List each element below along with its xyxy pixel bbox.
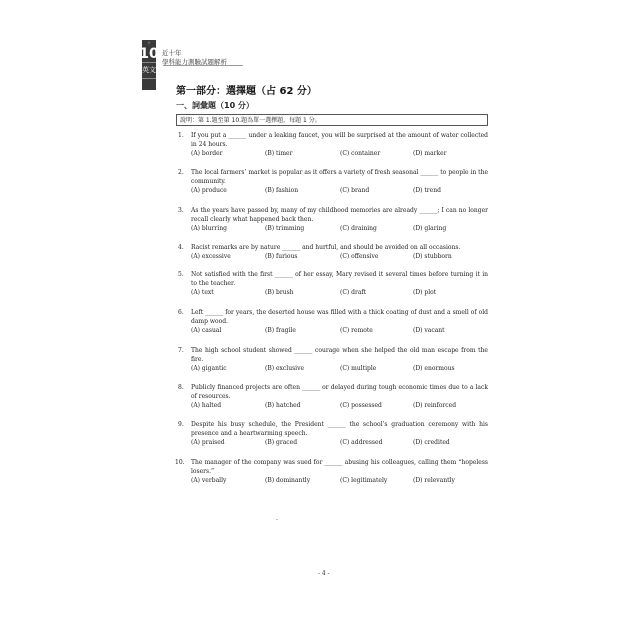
question-number: 9. (178, 421, 184, 428)
option-d: (D) enormous (413, 365, 455, 372)
question-options (191, 186, 488, 195)
question-2 (178, 168, 488, 195)
question-4 (178, 243, 488, 261)
question-number: 4. (178, 244, 184, 251)
instruction-box: 說明：第 1.題至第 10.題為單一選擇題，每題 1 分。 (176, 114, 488, 126)
option-b: (B) exclusive (265, 365, 305, 372)
option-d: (D) reinforced (413, 402, 457, 409)
option-b: (B) furious (265, 253, 298, 260)
option-d: (D) vacant (413, 327, 445, 334)
tab-number: 10 (139, 46, 159, 62)
page-number: - 4 - (318, 570, 330, 577)
option-a: (A) praised (191, 439, 225, 446)
book-tab (139, 40, 159, 90)
option-a: (A) border (191, 150, 223, 157)
option-d: (D) stubborn (413, 253, 452, 260)
tab-divider (142, 62, 156, 63)
option-c: (C) brand (340, 187, 370, 194)
book-title-line1: 近十年 (162, 49, 182, 57)
question-options (191, 438, 488, 447)
option-d: (D) plot (413, 289, 437, 296)
question-number: 7. (178, 347, 184, 354)
option-b: (B) brush (265, 289, 294, 296)
option-a: (A) produce (191, 187, 227, 194)
option-c: (C) multiple (340, 365, 377, 372)
section-title: 一、詞彙題（10 分） (176, 101, 254, 110)
question-5 (178, 270, 488, 297)
question-10 (175, 458, 488, 485)
question-options (191, 288, 488, 297)
question-number: 6. (178, 309, 184, 316)
option-c: (C) legitimately (340, 477, 388, 484)
question-number: 1. (178, 132, 184, 139)
question-8 (178, 383, 488, 410)
option-b: (B) fragile (265, 327, 296, 334)
question-9 (178, 420, 488, 447)
tab-subject: 英文 (142, 66, 156, 74)
question-text: The manager of the company was sued for ______ abusing his colleagues, calling them “hopeless losers.” (191, 459, 488, 475)
option-a: (A) excessive (191, 253, 231, 260)
option-b: (B) fashion (265, 187, 299, 194)
question-text: The high school student showed ______ courage when she helped the old man escape from the fire. (191, 347, 488, 363)
question-3 (178, 206, 488, 233)
question-text: Left ______ for years, the deserted house was filled with a thick coating of dust and a smell of old damp wood. (191, 309, 488, 325)
option-d: (D) glaring (413, 225, 447, 232)
option-a: (A) gigantic (191, 365, 227, 372)
option-d: (D) trend (413, 187, 441, 194)
option-c: (C) remote (340, 327, 373, 334)
question-text: Despite his busy schedule, the President ______ the school’s graduation ceremony with his presence and a heartwarming speech. (191, 421, 488, 437)
question-6 (178, 308, 488, 335)
option-c: (C) draft (340, 289, 367, 296)
question-options (191, 476, 488, 485)
question-text: Not satisfied with the first ______ of her essay, Mary revised it several times before turning it in to the teacher. (191, 271, 488, 287)
question-text: As the years have passed by, many of my childhood memories are already ______; I can no longer recall clearly what happened back then. (191, 207, 488, 223)
option-b: (B) graced (265, 439, 298, 446)
tab-divider-lower (142, 78, 156, 79)
header-rule (163, 65, 243, 66)
question-options (191, 224, 488, 233)
question-options (191, 252, 488, 261)
option-a: (A) text (191, 289, 214, 296)
question-number: 8. (178, 384, 184, 391)
option-c: (C) draining (340, 225, 377, 232)
question-number: 10. (175, 459, 185, 466)
tab-small-label: 十 (147, 41, 151, 45)
book-title-line2: 學科能力測驗試題解析 (162, 58, 227, 66)
part-title: 第一部分：選擇題（占 62 分） (176, 86, 317, 97)
question-options (191, 364, 488, 373)
question-options (191, 326, 488, 335)
question-options (191, 149, 488, 158)
question-text: Racist remarks are by nature ______ and hurtful, and should be avoided on all occasions. (191, 244, 461, 251)
question-number: 2. (178, 169, 184, 176)
question-options (191, 401, 488, 410)
option-b: (B) hatched (265, 402, 301, 409)
question-7 (178, 346, 488, 373)
option-c: (C) offensive (340, 253, 379, 260)
option-a: (A) blurring (191, 225, 227, 232)
option-d: (D) relevantly (413, 477, 455, 484)
option-b: (B) timer (265, 150, 293, 157)
option-d: (D) marker (413, 150, 447, 157)
footer-mark: - (276, 516, 279, 523)
option-a: (A) halted (191, 402, 222, 409)
question-number: 5. (178, 271, 184, 278)
option-b: (B) trimming (265, 225, 305, 232)
option-b: (B) dominantly (265, 477, 311, 484)
option-a: (A) verbally (191, 477, 227, 484)
question-text: Publicly financed projects are often ______ or delayed during tough economic times due to a lack of resources. (191, 384, 488, 400)
option-c: (C) container (340, 150, 381, 157)
option-c: (C) possessed (340, 402, 382, 409)
option-d: (D) credited (413, 439, 450, 446)
question-text: If you put a ______ under a leaking faucet, you will be surprised at the amount of water collected in 24 hours. (191, 132, 488, 148)
option-a: (A) casual (191, 327, 222, 334)
question-text: The local farmers’ market is popular as it offers a variety of fresh seasonal ______ to people in the community. (191, 169, 488, 185)
option-c: (C) addressed (340, 439, 383, 446)
question-number: 3. (178, 207, 184, 214)
question-1 (178, 131, 488, 158)
